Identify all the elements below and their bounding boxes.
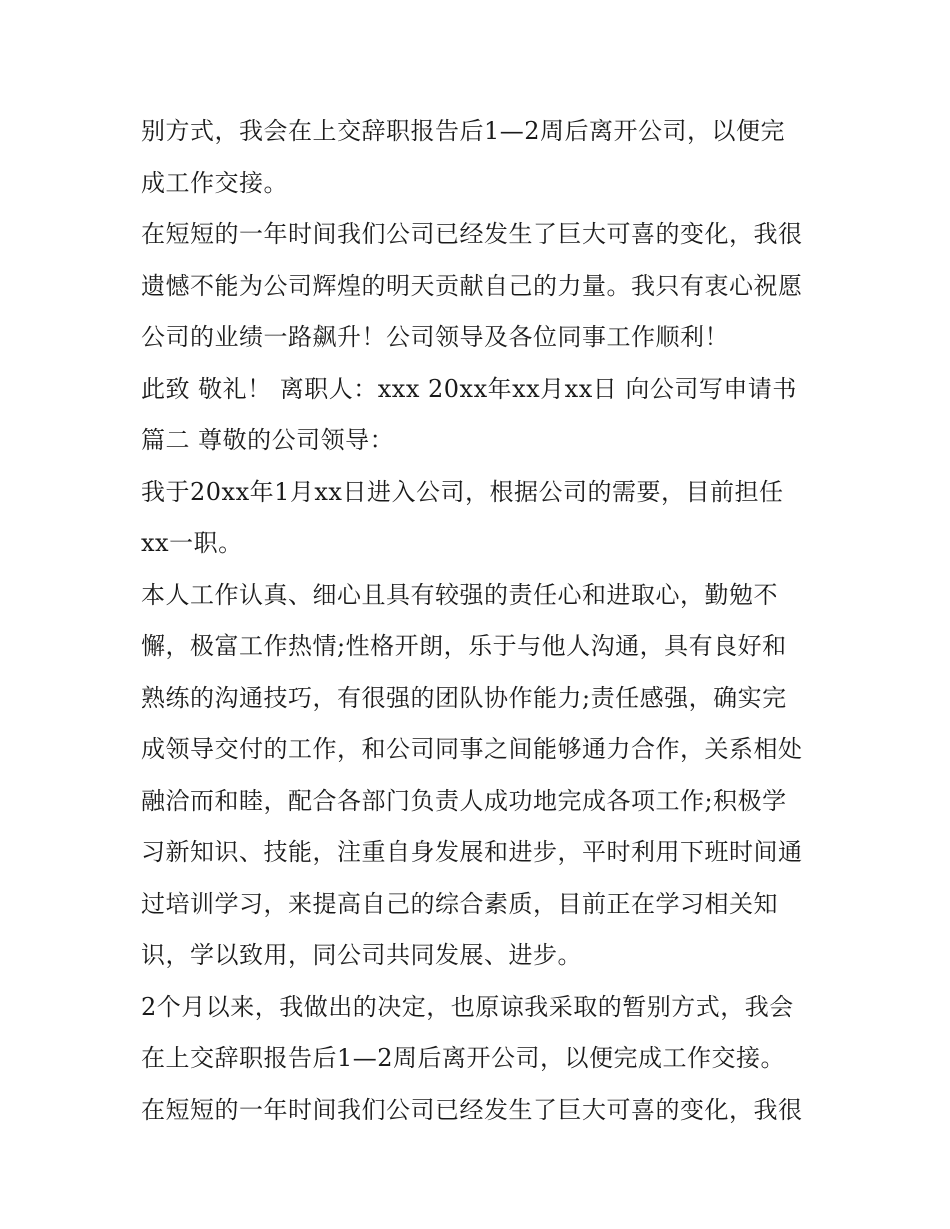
text-line: 在短短的一年时间我们公司已经发生了巨大可喜的变化，我很 [141,1095,803,1124]
document-body [141,106,821,1136]
text-line: 熟练的沟通技巧，有很强的团队协作能力;责任感强，确实完 [141,683,787,712]
text-line: 我于20xx年1月xx日进入公司，根据公司的需要，目前担任 [141,477,784,506]
text-line: 成领导交付的工作，和公司同事之间能够通力合作，关系相处 [141,735,803,763]
text-line: 识，学以致用，同公司共同发展、进步。 [141,941,582,969]
text-line: 习新知识、技能，注重自身发展和进步，平时利用下班时间通 [141,838,803,866]
text-line: 2个月以来，我做出的决定，也原谅我采取的暂别方式，我会 [141,992,794,1021]
text-line: 在短短的一年时间我们公司已经发生了巨大可喜的变化，我很 [141,220,803,248]
text-line: 成工作交接。 [141,168,288,197]
text-line: xx一职。 [141,529,243,557]
text-line: 懈，极富工作热情;性格开朗，乐于与他人沟通，具有良好和 [141,632,787,660]
text-line: 别方式，我会在上交辞职报告后1—2周后离开公司，以便完 [141,117,786,145]
text-line: 融洽而和睦，配合各部门负责人成功地完成各项工作;积极学 [141,786,787,815]
section-heading: 篇二 尊敬的公司领导： [141,426,395,454]
text-line: 本人工作认真、细心且具有较强的责任心和进取心，勤勉不 [141,580,778,609]
text-line: 过培训学习，来提高自己的综合素质，目前正在学习相关知 [141,889,778,918]
text-line: 遗憾不能为公司辉煌的明天贡献自己的力量。我只有衷心祝愿 [141,271,803,300]
text-line: 在上交辞职报告后1—2周后离开公司，以便完成工作交接。 [141,1044,786,1072]
text-line: 公司的业绩一路飙升！公司领导及各位同事工作顺利！ [141,323,729,351]
text-line: 此致 敬礼！ 离职人：xxx 20xx年xx月xx日 向公司写申请书 [141,374,797,403]
